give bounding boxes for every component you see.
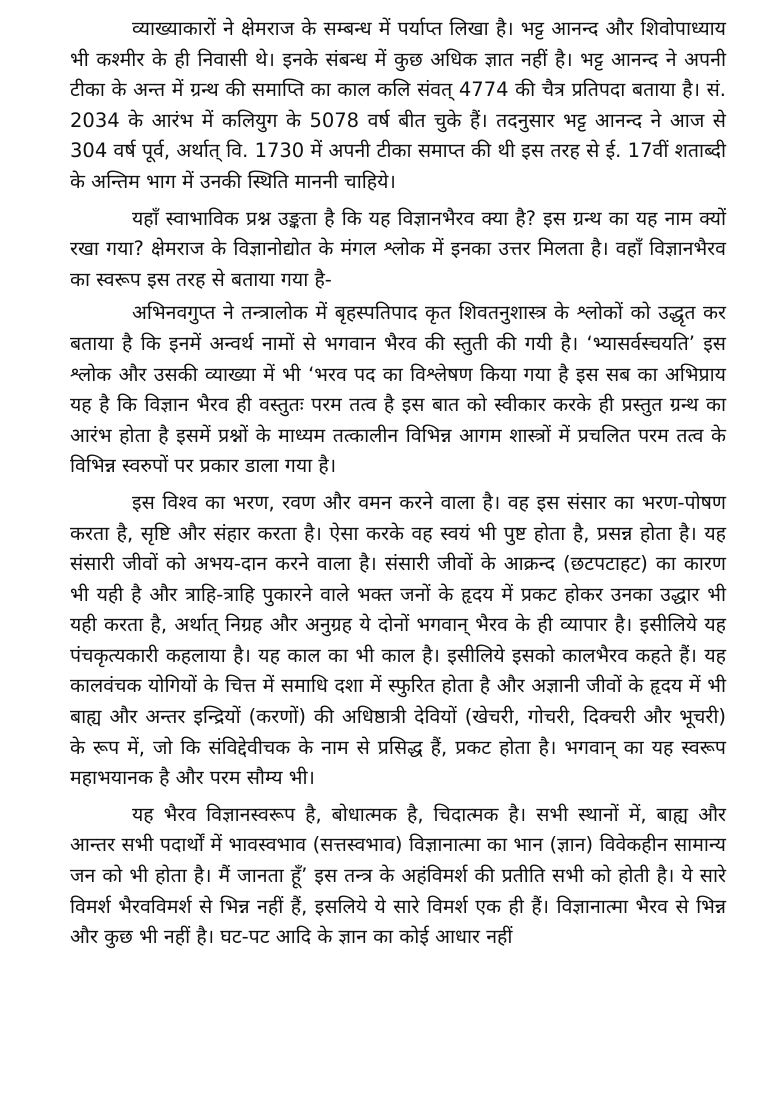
paragraph-abhinavagupta-tantraloka: अभिनवगुप्त ने तन्त्रालोक में बृहस्पतिपाद कृत शिवतनुशास्त्र के श्लोकों को उद्धृत कर बताया है कि इनमें अन्वर्थ नामों से भगवान भैरव की स्तुती की गयी है। ‘भ्यासर्वस्चयति’ इस श्लोक और उसकी व्याख्या में भी ‘भरव पद का विश्लेषण किया गया है इस सब का अभिप्राय यह है कि विज्ञान भैरव ही वस्तुतः परम तत्व है इस बात को स्वीकार करके ही प्रस्तुत ग्रन्थ का आरंभ होता है इसमें प्रश्नों के माध्यम तत्कालीन विभिन्न आगम शास्त्रों में प्रचलित परम तत्व के विभिन्न स्वरुपों पर प्रकार डाला गया है। [70, 301, 726, 478]
paragraph-vijnana-bhairava-question: यहाँ स्वाभाविक प्रश्न उङ्कता है कि यह विज्ञानभैरव क्या है? इस ग्रन्थ का यह नाम क्यों रखा गया? क्षेमराज के विज्ञानोद्योत के मंगल श्लोक में इनका उत्तर मिलता है। वहाँ विज्ञानभैरव का स्वरूप इस तरह से बताया गया है- [70, 206, 726, 291]
paragraph-bhairava-nature: इस विश्व का भरण, रवण और वमन करने वाला है। वह इस संसार का भरण-पोषण करता है, सृष्टि और संहार करता है। ऐसा करके वह स्वयं भी पुष्ट होता है, प्रसन्न होता है। यह संसारी जीवों को अभय-दान करने वाला है। संसारी जीवों के आक्रन्द (छटपटाहट) का कारण भी यही है और त्राहि-त्राहि पुकारने वाले भक्त जनों के हृदय में प्रकट होकर उनका उद्धार भी यही करता है, अर्थात् निग्रह और अनुग्रह ये दोनों भगवान् भैरव के ही व्यापार है। इसीलिये यह पंचकृत्यकारी कहलाया है। यह काल का भी काल है। इसीलिये इसको कालभैरव कहते हैं। यह कालवंचक योगियों के चित्त में समाधि दशा में स्फुरित होता है और अज्ञानी जीवों के हृदय में भी बाह्य और अन्तर इन्द्रियों (करणों) की अधिष्ठात्री देवियों (खेचरी, गोचरी, दिक्चरी और भूचरी) के रूप में, जो कि संविद्देवीचक के नाम से प्रसिद्ध हैं, प्रकट होता है। भगवान् का यह स्वरूप महाभयानक है और परम सौम्य भी। [70, 490, 726, 790]
paragraph-vijnana-svarupa: यह भैरव विज्ञानस्वरूप है, बोधात्मक है, चिदात्मक है। सभी स्थानों में, बाह्य और आन्तर सभी पदार्थों में भावस्वभाव (सत्तस्वभाव) विज्ञानात्मा का भान (ज्ञान) विवेकहीन सामान्य जन को भी होता है। मैं जानता हूँ’ इस तन्त्र के अहंविमर्श की प्रतीति सभी को होती है। ये सारे विमर्श भैरवविमर्श से भिन्न नहीं हैं, इसलिये ये सारे विमर्श एक ही हैं। विज्ञानात्मा भैरव से भिन्न और कुछ भी नहीं है। घट-पट आदि के ज्ञान का कोई आधार नहीं [70, 802, 726, 949]
paragraph-kshemaraja-commentators: व्याख्याकारों ने क्षेमराज के सम्बन्ध में पर्याप्त लिखा है। भट्ट आनन्द और शिवोपाध्याय भी कश्मीर के ही निवासी थे। इनके संबन्ध में कुछ अधिक ज्ञात नहीं है। भट्ट आनन्द ने अपनी टीका के अन्त में ग्रन्थ की समाप्ति का काल कलि संवत् 4774 की चैत्र प्रतिपदा बताया है। सं. 2034 के आरंभ में कलियुग के 5078 वर्ष बीत चुके हैं। तदनुसार भट्ट आनन्द ने आज से 304 वर्ष पूर्व, अर्थात् वि. 1730 में अपनी टीका समाप्त की थी इस तरह से ई. 17वीं शताब्दी के अन्तिम भाग में उनकी स्थिति माननी चाहिये। [70, 17, 726, 193]
